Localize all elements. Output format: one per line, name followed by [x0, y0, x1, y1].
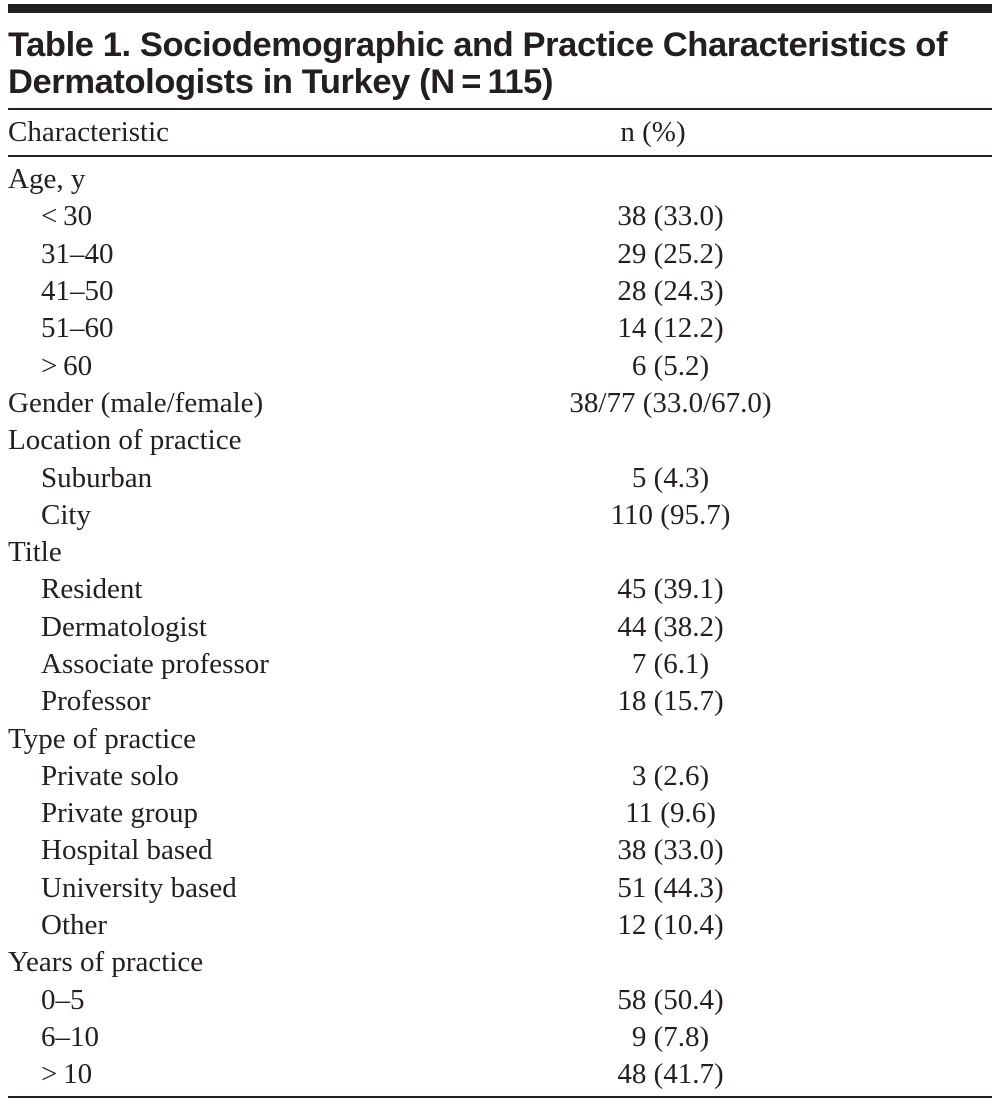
row-label: Years of practice	[8, 946, 204, 979]
row-label: Private group	[41, 797, 199, 830]
table-row	[8, 422, 992, 459]
table-container	[8, 0, 992, 1098]
row-value: 44 (38.2)	[617, 610, 724, 643]
row-label: Suburban	[41, 461, 153, 494]
row-label: Private solo	[41, 759, 179, 792]
row-value: 9 (7.8)	[631, 1020, 710, 1053]
table-row	[8, 459, 992, 496]
row-value: 11 (9.6)	[625, 797, 716, 830]
row-label: City	[41, 498, 91, 531]
row-label: Title	[8, 536, 62, 569]
row-value: 3 (2.6)	[631, 759, 710, 792]
row-value: 45 (39.1)	[617, 573, 724, 606]
table-header-row	[8, 110, 992, 155]
table-title-line-2: Dermatologists in Turkey (N = 115)	[8, 63, 554, 101]
row-value: 6 (5.2)	[631, 349, 710, 382]
table-row	[8, 832, 992, 869]
table-row	[8, 161, 992, 198]
table-row	[8, 534, 992, 571]
row-label: 31–40	[41, 237, 114, 270]
row-value: 29 (25.2)	[617, 237, 724, 270]
row-value: 38 (33.0)	[617, 200, 724, 233]
table-row	[8, 1019, 992, 1056]
row-value: 58 (50.4)	[617, 983, 724, 1016]
table-title	[8, 27, 992, 101]
row-value: 48 (41.7)	[617, 1058, 724, 1091]
table-row	[8, 609, 992, 646]
table-row	[8, 795, 992, 832]
header-characteristic: Characteristic	[8, 116, 170, 148]
table-row	[8, 907, 992, 944]
table-row	[8, 720, 992, 757]
row-value: 38 (33.0)	[617, 834, 724, 867]
row-label: University based	[41, 871, 237, 904]
row-label: 41–50	[41, 275, 114, 308]
row-label: Resident	[41, 573, 143, 606]
row-value: 110 (95.7)	[610, 498, 731, 531]
table-row	[8, 1056, 992, 1093]
table-title-line-1: Table 1. Sociodemographic and Practice Characteristics of	[8, 26, 948, 64]
top-rule	[8, 4, 992, 13]
row-label: Gender (male/female)	[8, 386, 264, 419]
table-row	[8, 683, 992, 720]
row-label: Professor	[41, 685, 151, 718]
row-value: 18 (15.7)	[617, 685, 724, 718]
table-row	[8, 273, 992, 310]
table-row	[8, 982, 992, 1019]
table-body	[8, 157, 992, 1093]
row-label: Dermatologist	[41, 610, 207, 643]
table-row	[8, 758, 992, 795]
row-label: 6–10	[41, 1020, 99, 1053]
row-label: Other	[41, 909, 108, 942]
table-row	[8, 236, 992, 273]
row-label: Associate professor	[41, 648, 269, 680]
table-row	[8, 347, 992, 384]
row-value: 14 (12.2)	[617, 312, 724, 345]
bottom-rule	[8, 1096, 992, 1098]
row-value: 51 (44.3)	[617, 871, 724, 904]
table-row	[8, 497, 992, 534]
row-label: Type of practice	[8, 722, 196, 755]
header-n-percent: n (%)	[620, 116, 686, 148]
row-value: 38/77 (33.0/67.0)	[569, 386, 772, 419]
table-row	[8, 646, 992, 683]
table-row	[8, 571, 992, 608]
table-row	[8, 198, 992, 235]
table-row	[8, 944, 992, 981]
table-row	[8, 870, 992, 907]
row-label: 0–5	[41, 983, 85, 1016]
table-row	[8, 310, 992, 347]
table-row	[8, 385, 992, 422]
row-label: Age, y	[8, 163, 86, 196]
row-label: > 60	[41, 349, 93, 382]
row-value: 28 (24.3)	[617, 275, 724, 308]
row-label: Location of practice	[8, 424, 242, 457]
row-value: 12 (10.4)	[617, 909, 724, 942]
row-label: > 10	[41, 1058, 93, 1091]
row-label: < 30	[41, 200, 93, 233]
row-value: 5 (4.3)	[631, 461, 710, 494]
row-label: 51–60	[41, 312, 114, 345]
row-label: Hospital based	[41, 834, 213, 867]
row-value: 7 (6.1)	[631, 648, 710, 680]
